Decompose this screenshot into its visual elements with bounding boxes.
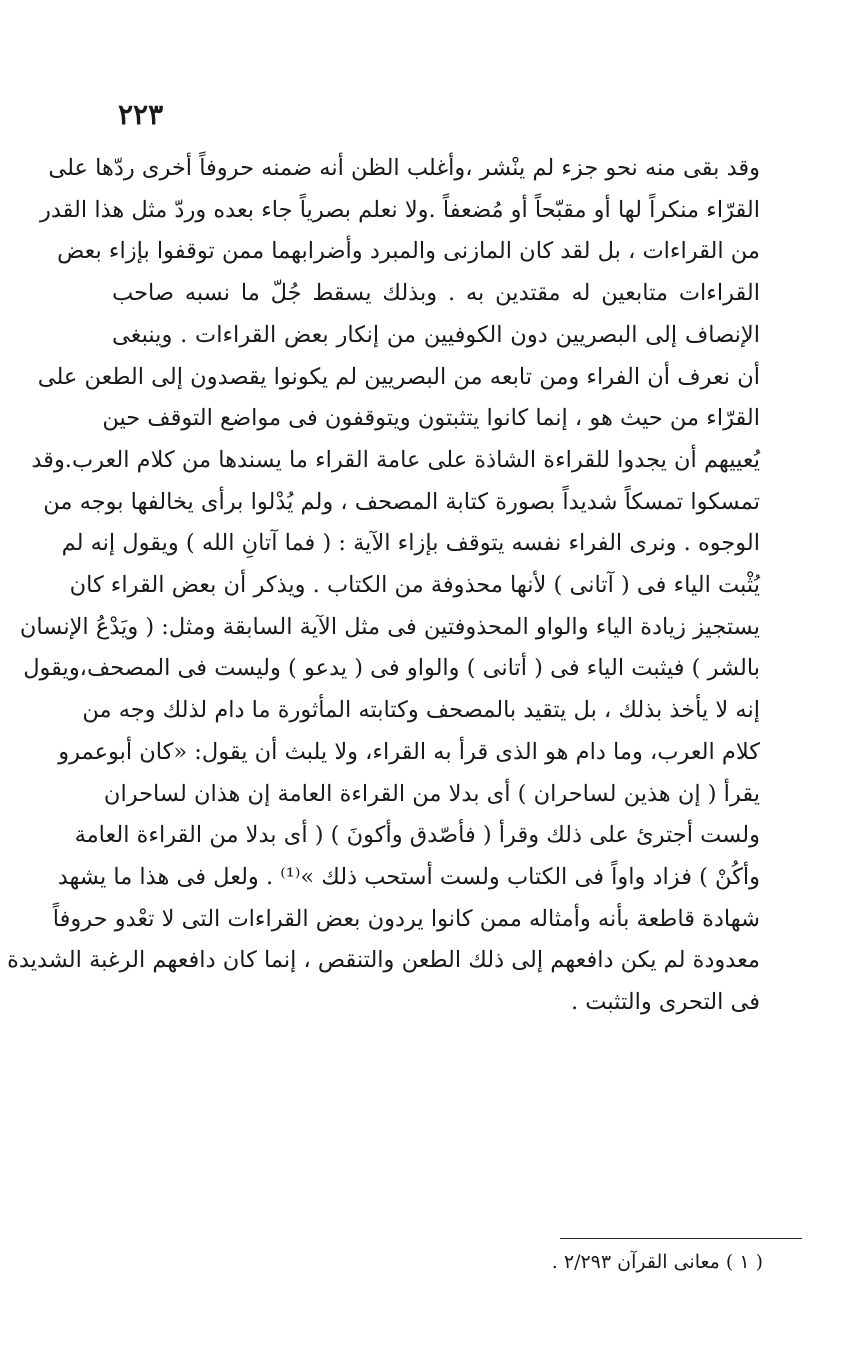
body-line: القرّاء من حيث هو ، إنما كانوا يتثبتون ويتوقفون فى مواضع التوقف حين xyxy=(102,405,760,432)
body-line: وقد بقى منه نحو جزء لم ينْشر ،وأغلب الظن أنه ضمنه حروفاً أخرى ردّها على xyxy=(48,155,760,181)
body-line: إنه لا يأخذ بذلك ، بل يتقيد بالمصحف وكتابته المأثورة ما دام لذلك وجه من xyxy=(82,697,760,724)
body-line: القرّاء منكراً لها أو مقبّحاً أو مُضعفاً .ولا نعلم بصرياً جاء بعده وردّ مثل هذا القدر xyxy=(40,196,760,223)
body-line: تمسكوا تمسكاً شديداً بصورة كتابة المصحف ، ولم يُدْلوا برأى يخالفها بوجه من xyxy=(43,488,760,515)
body-line: يستجيز زيادة الياء والواو المحذوفتين فى مثل الآية السابقة ومثل: ( ويَدْعُ الإنسان xyxy=(19,613,760,640)
footnote: ( ١ ) معانى القرآن ٢/٢٩٣ . xyxy=(551,1251,763,1273)
body-line: فى التحرى والتثبت . xyxy=(571,989,760,1016)
body-line: معدودة لم يكن دافعهم إلى ذلك الطعن والتنقص ، إنما كان دافعهم الرغبة الشديدة xyxy=(7,947,760,974)
body-line: وأكُنْ ) فزاد واواً فى الكتاب ولست أستحب ذلك »⁽¹⁾ . ولعل فى هذا ما يشهد xyxy=(57,863,760,890)
footnote-divider xyxy=(560,1238,802,1239)
body-line: القراءات متابعين له مقتدين به . وبذلك يسقط جُلّ ما نسبه صاحب xyxy=(112,280,760,307)
body-line: يُعييهم أن يجدوا للقراءة الشاذة على عامة القراء ما يسندها من كلام العرب.وقد xyxy=(31,446,760,473)
body-line: بالشر ) فيثبت الياء فى ( أتانى ) والواو فى ( يدعو ) وليست فى المصحف،ويقول xyxy=(23,655,760,682)
page-number: ٢٢٣ xyxy=(118,98,164,131)
body-line: الإنصاف إلى البصريين دون الكوفيين من إنكار بعض القراءات . وينبغى xyxy=(112,321,760,348)
body-line: أن نعرف أن الفراء ومن تابعه من البصريين لم يكونوا يقصدون إلى الطعن على xyxy=(37,363,760,390)
body-line: كلام العرب، وما دام هو الذى قرأ به القراء، ولا يلبث أن يقول: «كان أبوعمرو xyxy=(58,738,760,765)
body-line: الوجوه . ونرى الفراء نفسه يتوقف بإزاء الآية : ( فما آتانِ الله ) ويقول إنه لم xyxy=(61,530,760,557)
body-line: من القراءات ، بل لقد كان المازنى والمبرد وأضرابهما ممن توقفوا بإزاء بعض xyxy=(57,238,760,265)
body-line: شهادة قاطعة بأنه وأمثاله ممن كانوا يردون بعض القراءات التى لا تعْدو حروفاً xyxy=(52,905,760,932)
body-line: يقرأ ( إن هذين لساحران ) أى بدلا من القراءة العامة إن هذان لساحران xyxy=(103,780,760,807)
body-text xyxy=(7,148,760,1024)
body-line: يُثْبت الياء فى ( آتانى ) لأنها محذوفة من الكتاب . ويذكر أن بعض القراء كان xyxy=(69,572,760,599)
body-line: ولست أجترئ على ذلك وقرأ ( فأصّدق وأكونَ ) ( أى بدلا من القراءة العامة xyxy=(74,822,760,849)
